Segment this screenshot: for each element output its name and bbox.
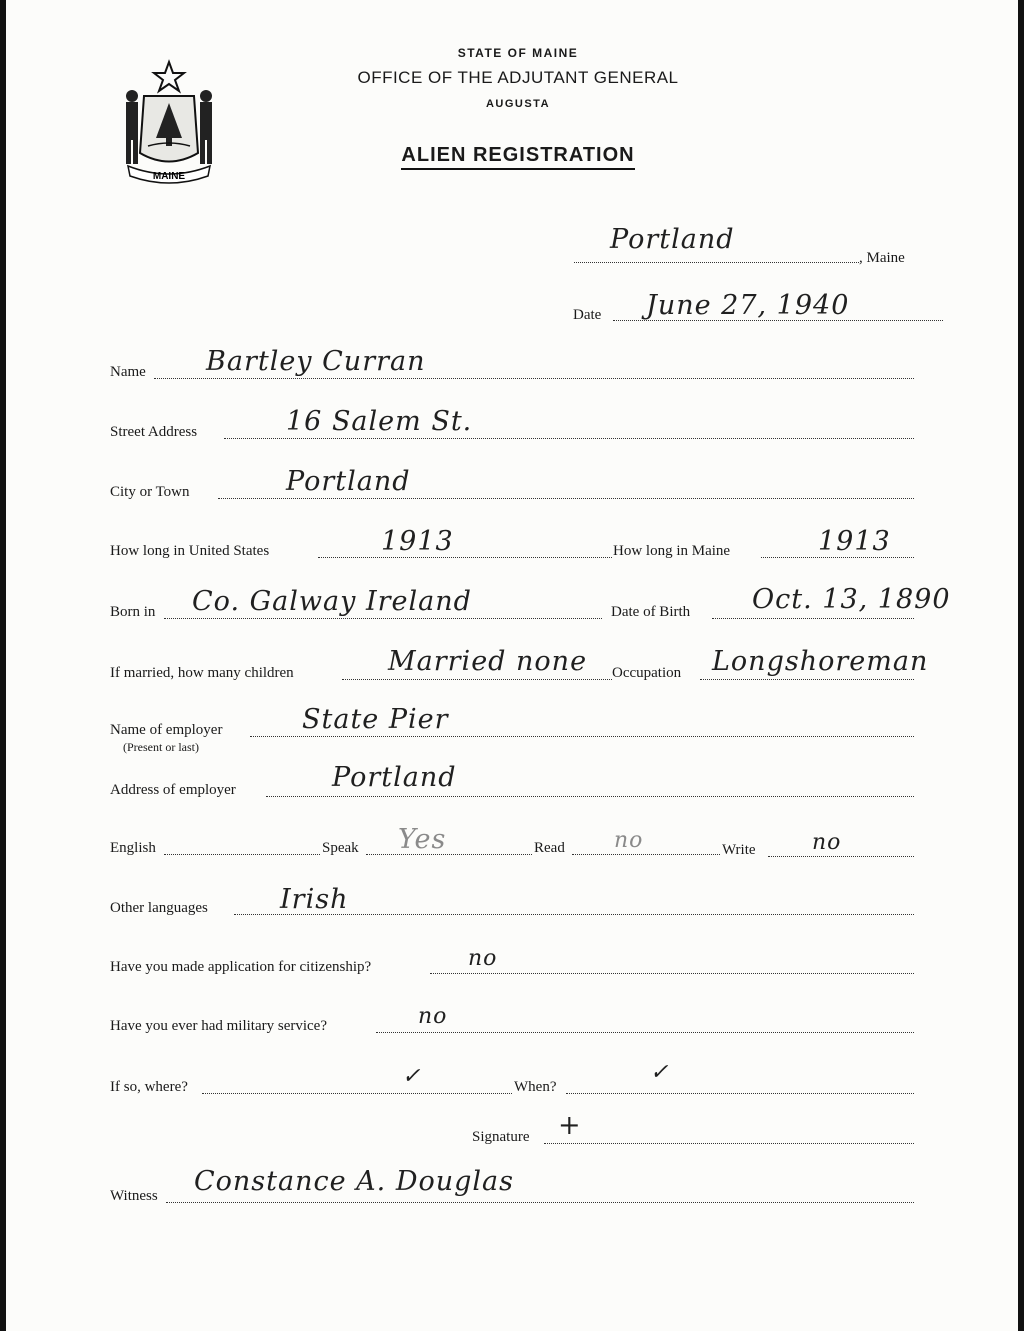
place-line — [574, 262, 859, 263]
military-label: Have you ever had military service? — [110, 1018, 327, 1034]
occupation-label: Occupation — [612, 665, 682, 681]
other-languages-label: Other languages — [110, 900, 208, 916]
speak-label: Speak — [322, 840, 359, 856]
citizenship-value: no — [468, 946, 498, 971]
street-line — [224, 438, 914, 439]
how-long-us-line — [318, 557, 612, 558]
how-long-maine-line — [761, 557, 914, 558]
other-languages-value: Irish — [280, 884, 349, 915]
where-label: If so, where? — [110, 1079, 188, 1095]
office-heading: OFFICE OF THE ADJUTANT GENERAL — [357, 68, 679, 87]
citizenship-label: Have you made application for citizenship? — [110, 959, 372, 975]
born-in-label: Born in — [110, 604, 156, 620]
maine-label: , Maine — [859, 250, 905, 266]
born-in-value: Co. Galway Ireland — [192, 586, 472, 617]
where-line — [202, 1093, 512, 1094]
name-value: Bartley Curran — [206, 346, 426, 377]
write-label: Write — [722, 842, 756, 858]
occupation-value: Longshoreman — [712, 646, 929, 677]
name-label: Name — [110, 364, 146, 380]
how-long-maine-label: How long in Maine — [613, 543, 731, 559]
signature-line — [544, 1143, 914, 1144]
date-label: Date — [573, 307, 602, 323]
english-line — [164, 854, 320, 855]
speak-value: Yes — [398, 824, 447, 855]
read-value: no — [614, 828, 644, 853]
born-in-line — [164, 618, 602, 619]
dob-line — [712, 618, 914, 619]
employer-sublabel: (Present or last) — [123, 740, 199, 754]
form-title — [6, 144, 1024, 167]
married-value: Married none — [388, 646, 588, 677]
citizenship-line — [430, 973, 914, 974]
speak-line — [366, 854, 532, 855]
military-line — [376, 1032, 914, 1033]
when-value: ✓ — [650, 1060, 670, 1085]
write-line — [768, 856, 914, 857]
city-line — [218, 498, 914, 499]
when-label: When? — [514, 1079, 557, 1095]
street-label: Street Address — [110, 424, 198, 440]
employer-address-line — [266, 796, 914, 797]
read-label: Read — [534, 840, 565, 856]
signature-mark: + — [558, 1110, 582, 1141]
how-long-us-label: How long in United States — [110, 543, 270, 559]
when-line — [566, 1093, 914, 1094]
employer-line — [250, 736, 914, 737]
employer-value: State Pier — [302, 704, 449, 735]
employer-label: Name of employer — [110, 722, 223, 738]
witness-label: Witness — [110, 1188, 158, 1204]
city-heading: AUGUSTA — [485, 98, 551, 110]
read-line — [572, 854, 720, 855]
state-heading: STATE OF MAINE — [457, 46, 579, 60]
how-long-maine-value: 1913 — [818, 526, 891, 557]
employer-address-value: Portland — [332, 762, 457, 793]
place-value: Portland — [610, 224, 735, 255]
dob-label: Date of Birth — [611, 604, 691, 620]
write-value: no — [812, 830, 842, 855]
city-value: Portland — [286, 466, 411, 497]
signature-label: Signature — [472, 1129, 530, 1145]
street-value: 16 Salem St. — [286, 406, 473, 437]
how-long-us-value: 1913 — [381, 526, 454, 557]
occupation-line — [700, 679, 914, 680]
seal-banner-text: MAINE — [152, 171, 186, 182]
dob-value: Oct. 13, 1890 — [752, 584, 951, 615]
city-label: City or Town — [110, 484, 190, 500]
witness-line — [166, 1202, 914, 1203]
date-value: June 27, 1940 — [646, 290, 850, 321]
english-label: English — [110, 840, 156, 856]
form-title-text: ALIEN REGISTRATION — [401, 144, 634, 170]
employer-address-label: Address of employer — [110, 782, 236, 798]
witness-value: Constance A. Douglas — [194, 1166, 515, 1197]
name-line — [154, 378, 914, 379]
married-label: If married, how many children — [110, 665, 294, 681]
married-line — [342, 679, 612, 680]
where-value: ✓ — [402, 1064, 422, 1089]
military-value: no — [418, 1004, 448, 1029]
